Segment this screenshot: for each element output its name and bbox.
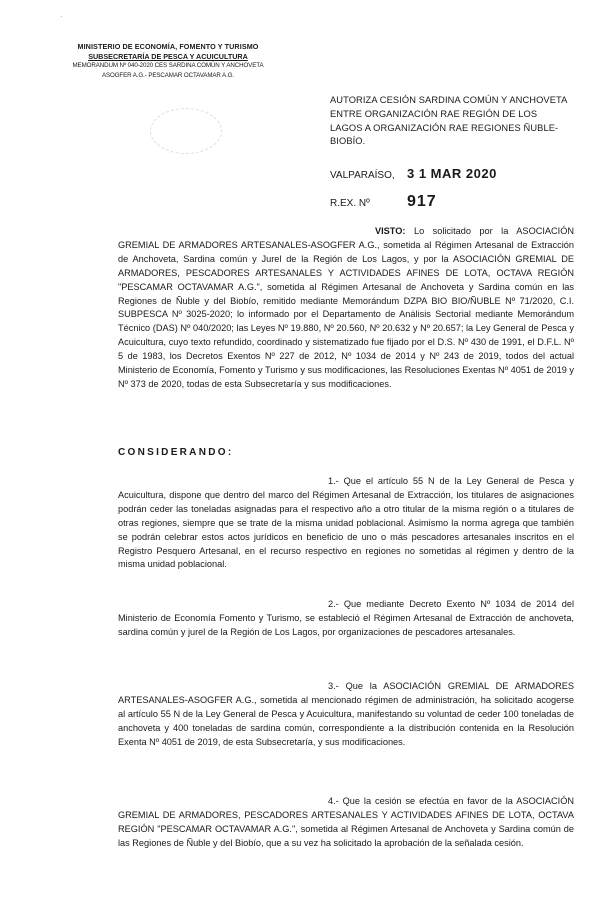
organizations-line: ASOGFER A.G.- PESCAMAR OCTAVAMAR A.G. xyxy=(101,71,235,79)
visto-paragraph xyxy=(118,225,574,392)
subsecretaria-line: SUBSECRETARÍA DE PESCA Y ACUICULTURA xyxy=(88,51,248,61)
date-stamp: 3 1 MAR 2020 xyxy=(407,166,497,181)
faded-seal-icon xyxy=(150,108,222,154)
rex-number: 917 xyxy=(407,193,437,210)
considerando-paragraph-1: 1.- Que el artículo 55 N de la Ley General de Pesca y Acuicultura, dispone que dentro del marco del Régimen Artesanal de Extracción, los titulares de asignaciones podrán ceder las toneladas asignadas para el respectivo año a otro titular de la misma región o a titulares de otras regiones, siempre que se trate de la misma unidad poblacional. Asimismo la norma agrega que también se podrán celebrar estos actos jurídicos en beneficio de uno o más pescadores artesanales inscritos en el Registro Pesquero Artesanal, en el recurso respectivo en regiones no sometidas al régimen y dentro de la misma unidad poblacional. xyxy=(118,476,574,570)
visto-text: Lo solicitado por la ASOCIACIÓN GREMIAL DE ARMADORES ARTESANALES-ASOGFER A.G., sometida al Régimen Artesanal de Extracción de Anchoveta, Sardina común y Jurel de la Región de Los Lagos, y por la ASOCIACIÓN GREMIAL DE ARMADORES, PESCADORES ARTESANALES Y ACTIVIDADES AFINES DE LOTA, OCTAVA REGIÓN "PESCAMAR OCTAVAMAR A.G.", sometida al Régimen Artesanal de Anchoveta y Sardina común en las Regiones de Ñuble y del Biobío, remitido mediante Memorándum DZPA BIO BIO/ÑUBLE Nº 71/2020, C.I. SUBPESCA Nº 3025-2020; lo informado por el Departamento de Análisis Sectorial mediante Memorándum Técnico (DAS) Nº 040/2020; las Leyes Nº 19.880, Nº 20.560, Nº 20.632 y Nº 20.657; la Ley General de Pesca y Acuicultura, cuyo texto refundido, coordinado y sistematizado fue fijado por el D.S. Nº 430 de 1991, el D.F.L. Nº 5 de 1983, los Decretos Exentos Nº 227 de 2012, Nº 1034 de 2014 y Nº 243 de 2019, todos del actual Ministerio de Economía, Fomento y Turismo y sus modificaciones, las Resoluciones Exentas Nº 4051 de 2019 y Nº 373 de 2020, todas de esta Subsecretaría y sus modificaciones. xyxy=(118,226,574,389)
resolution-subject: AUTORIZA CESIÓN SARDINA COMÚN Y ANCHOVETA ENTRE ORGANIZACIÓN RAE REGIÓN DE LOS LAGOS A ORGANIZACIÓN RAE REGIONES ÑUBLE-BIOBÍO. xyxy=(330,95,567,147)
considerando-paragraph-3: 3.- Que la ASOCIACIÓN GREMIAL DE ARMADORES ARTESANALES-ASOGFER A.G., sometida al mencionado régimen de administración, ha solicitado acogerse al artículo 55 N de la Ley General de Pesca y Acuicultura, manifestando su voluntad de ceder 100 toneladas de anchoveta y 400 toneladas de sardina común, correspondiente a la distribución contenida en la Resolución Exenta Nº 4051 de 2019, de esta Subsecretaría, y sus modificaciones. xyxy=(118,681,574,747)
considerando-paragraph-4: 4.- Que la cesión se efectúa en favor de la ASOCIACIÓN GREMIAL DE ARMADORES, PESCADORES ARTESANALES Y ACTIVIDADES AFINES DE LOTA, OCTAVA REGIÓN "PESCAMAR OCTAVAMAR A.G.", sometida al Régimen Artesanal de Anchoveta y Sardina común de las Regiones de Ñuble y del Biobío, que a su vez ha solicitado la aprobación de la señalada cesión. xyxy=(118,796,574,848)
corner-mark: · xyxy=(60,12,63,21)
rex-label: R.EX. Nº xyxy=(330,198,370,209)
considerando-heading: CONSIDERANDO: xyxy=(118,447,234,458)
place-label: VALPARAÍSO, xyxy=(330,170,395,181)
visto-label: VISTO: xyxy=(375,226,406,236)
considerando-paragraph-2: 2.- Que mediante Decreto Exento Nº 1034 de 2014 del Ministerio de Economía Fomento y Turismo, se estableció el Régimen Artesanal de Extracción de anchoveta, sardina común y jurel de la Región de Los Lagos, por organizaciones de pescadores artesanales. xyxy=(118,599,574,637)
memo-reference-line: MEMORANDUM Nº 040-2020 CES SARDINA COMÚN Y ANCHOVETA xyxy=(72,62,264,69)
ministry-line: MINISTERIO DE ECONOMÍA, FOMENTO Y TURISMO xyxy=(77,42,259,51)
letterhead xyxy=(58,42,278,80)
